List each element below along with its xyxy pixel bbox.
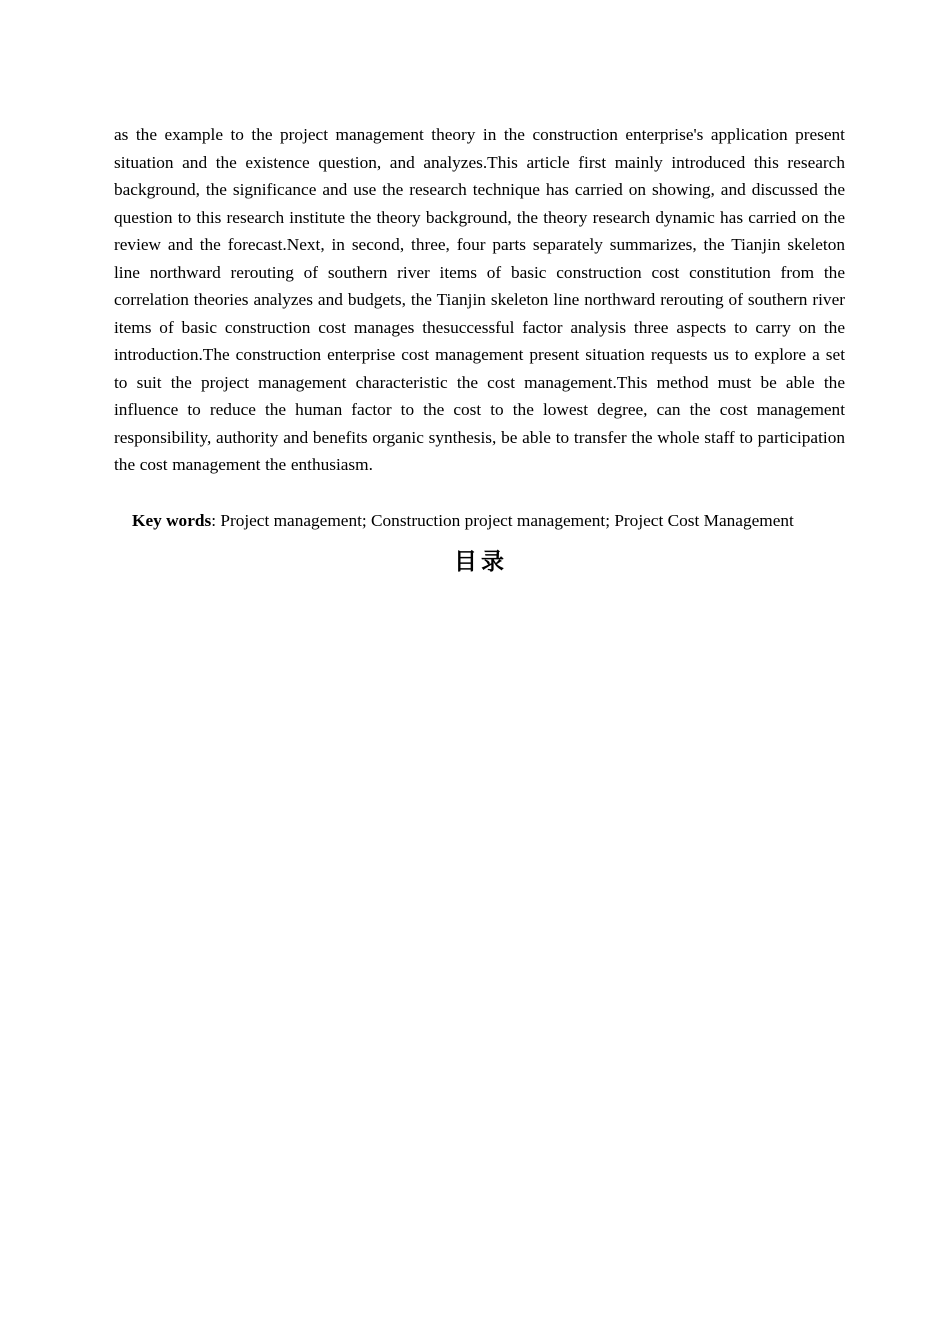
keywords-line	[132, 507, 862, 535]
abstract-paragraph: as the example to the project management theory in the construction enterprise's application present situation and the existence question, and analyzes.This article first mainly introduced this research background, the significance and use the research technique has carried on showing, and discussed the question to this research institute the theory background, the theory research dynamic has carried on the review and the forecast.Next, in second, three, four parts separately summarizes, the Tianjin skeleton line northward rerouting of southern river items of basic construction cost constitution from the correlation theories analyzes and budgets, the Tianjin skeleton line northward rerouting of southern river items of basic construction cost manages thesuccessful factor analysis three aspects to carry on the introduction.The construction enterprise cost management present situation requests us to explore a set to suit the project management characteristic the cost management.This method must be able the influence to reduce the human factor to the cost to the lowest degree, can the cost management responsibility, authority and benefits organic synthesis, be able to transfer the whole staff to participation the cost management the enthusiasm.	[114, 125, 845, 474]
keywords-separator: :	[211, 511, 221, 530]
keywords-label: Key words	[132, 511, 212, 530]
table-of-contents-title: 目录	[454, 549, 508, 575]
keywords-value: Project management; Construction project management; Project Cost Management	[220, 511, 794, 530]
